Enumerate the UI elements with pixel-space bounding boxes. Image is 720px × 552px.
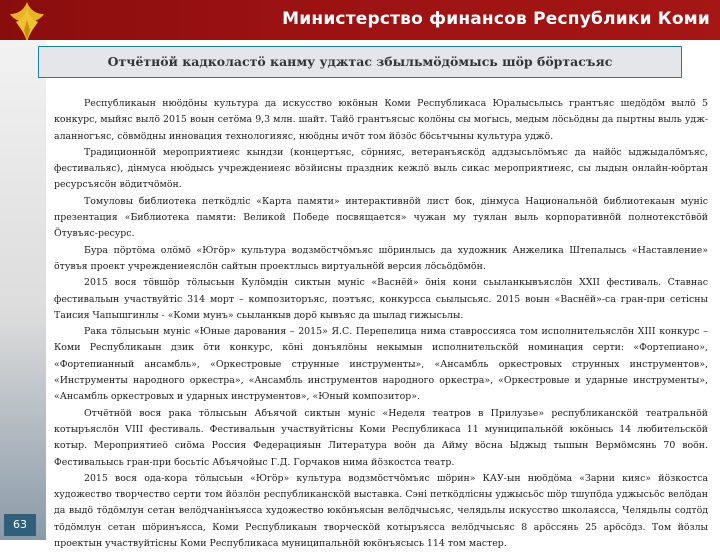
paragraph: Рака тӧлысьын муніс «Юные дарования – 2015» Я.С. Перепелица нима ставроссиясa том исполнительяслӧн XIII конкурс – Коми Республикаын дзик ӧти конкурс, кӧні донъялӧны некымын исполнительскӧй номинация серти: «Фортепиано», «Фортепианный ансамбль», «Оркестровые струнные инструменты», «Ансамбль оркестровых струнных инструментов», «Инструменты народного оркестра», «Ансамбль инструментов народного оркестра», «Оркестровые и ударные инструменты», «Ансамбль оркестровых и ударных инструментов», «Юный композитор». — [54, 326, 708, 403]
paragraph: Республикаын нюӧдӧны культура да искусство юкӧнын Коми Республикаса Юралысьлысь грантъяс шедӧдӧм вылӧ 5 конкурс, мыйяс вылӧ 2015 воын сетӧма 9,3 млн. шайт. Тайӧ грантъясыс колӧны сы могысь, медым лӧсьӧдны да пыртны выль уджаланногъяс, сӧвмӧдны инновация технологияяс, нюӧдны ичӧт том йӧзӧс бӧсьтчыны культура уджӧ. — [54, 98, 708, 142]
komi-emblem-logo — [4, 0, 50, 44]
ministry-title: Министерство финансов Республики Коми — [282, 9, 710, 29]
header-bar — [0, 0, 720, 40]
report-body-text — [54, 96, 708, 552]
section-title: Отчётнӧй кадколастӧ канму уджтас збыльмӧдӧмысь шӧр бӧртасъяс — [107, 54, 613, 69]
paragraph: Отчётнӧй вося рака тӧлысьын Абъячой сиктын муніс «Неделя театров в Прилузье» республиканскӧй театральнӧй котыръяслӧн VIII фестиваль. Фестивальын участвуйтісны Коми Республикаса 11 муниципальнӧй юкӧнысь 14 любительскӧй котыр. Мероприятиеӧ сиӧма Россия Федерацияын Литература воӧн да Айму вӧсна Ыджыд тышын Вермӧмсянь 70 воӧн. Фестивальысь гран-при босьтіс Абъячойыс Г.Д. Горчаков нима йӧзкостса театр. — [54, 407, 708, 468]
paragraph: Бура пӧртӧма олӧмӧ «Югӧр» культура водзмӧстчӧмъяс шӧринлысь да художник Анжелика Штепалысь «Наставление» ӧтувъя проект учреждениеяслӧн сайтын проектлысь виртуальнӧй версия лӧсьӧдӧмӧн. — [54, 244, 708, 272]
page-number-badge: 63 — [4, 514, 36, 536]
paragraph: Томуловы библиотека петкӧдліс «Карта памяти» интерактивнӧй лист бок, дінмуса Национальнӧй библиотекаын муніс презентация «Библиотека памяти: Великой Победе посвящается» чужан му туялан выль корпоративнӧй полнотекстӧвӧй Ӧтувъяс-ресурс. — [54, 195, 708, 240]
section-title-banner — [38, 46, 682, 78]
left-decorative-sidebar — [0, 40, 46, 540]
paragraph: 2015 вося ода-кора тӧлысьын «Югӧр» культура водзмӧстчӧмъяс шӧрин» КАУ-ын нюӧдӧма «Зарни кияс» йӧзкостса художество творчество серти том йӧзлӧн республиканскӧй выставка. Сэні петкӧдлісны уджысьӧс шӧр тшупӧда уджысьӧс велӧдан да выдӧ тӧдӧмлун сетан велӧдчанінъясса художество юкӧнъясын велӧдчысьяс, челядьлы искусство школаясса, Челядьлы содтӧд тӧдӧмлун сетан шӧринъясса, Коми Республикаын творческӧй котыръясса велӧдчысьяс 8 арӧссянь 25 арӧсӧдз. Том йӧзлы проектын участвуйтісны Коми Республикаса муниципальнӧй юкӧнъясысь 114 том мастер. — [54, 472, 708, 550]
paragraph: Традиционнӧй мероприятиеяс кындзи (концертъяс, сӧрнияс, ветеранъяскӧд аддзысьлӧмъяс да найӧс ыджыдалӧмъяс, фестивальяс), дінмуса нюӧдысь учреждениеяс вӧзйисны праздник кежлӧ выль сикас мероприятиеяс, сы лыдын онлайн-юӧртан ресурсъясӧн вӧдитчӧмӧн. — [54, 146, 708, 191]
paragraph: 2015 вося тӧвшӧр тӧлысьын Кулӧмдін сиктын муніс «Васнёй» ӧнія кони сьыланкывъяслӧн XXII фестиваль. Ставнас фестивальын участвуйтіс 314 морт – композиторъяс, поэтъяс, конкурсса сьылысьяс. 2015 воын «Васнёй»-са гран-при сетісны Таисия Чапышгинлы - «Коми мунъ» сьыланкыв дорӧ кывъяс да шылад гижысьлы. — [54, 277, 708, 321]
